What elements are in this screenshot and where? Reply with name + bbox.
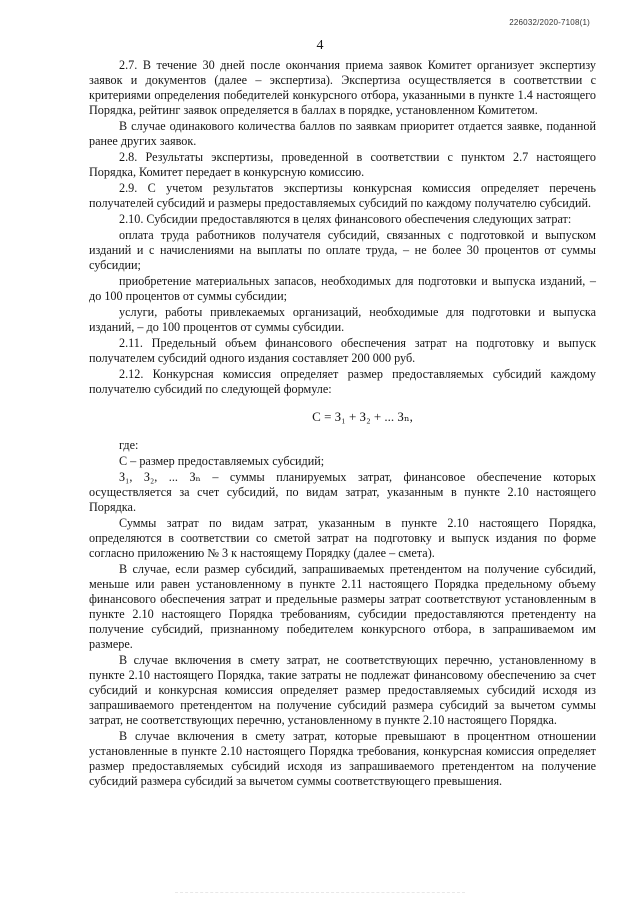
paragraph-def-z: З₁, З₂, ... Зₙ – суммы планируемых затрат, финансовое обеспечение которых осуществляется за счет субсидий, по видам затрат, указанным в пункте 2.10 настоящего Порядка. xyxy=(89,470,596,514)
paragraph-def-c: С – размер предоставляемых субсидий; xyxy=(119,454,325,468)
paragraph-labor-costs: оплата труда работников получателя субсидий, связанных с подготовкой и выпуском изданий и с начислениями на выплаты по оплате труда, – не более 30 процентов от суммы субсидии; xyxy=(89,228,596,272)
paragraph-2-12: 2.12. Конкурсная комиссия определяет размер предоставляемых субсидий каждому получателю субсидий по следующей формуле: xyxy=(89,367,596,396)
paragraph-where: где: xyxy=(119,438,139,452)
page-number: 4 xyxy=(316,38,324,53)
paragraph-nonconforming-costs: В случае включения в смету затрат, не соответствующих перечню, установленному в пункте 2.10 настоящего Порядка, такие затраты не подлежат финансовому обеспечению за счет субсидий и конкурсная комиссия определяет размер предоставляемых субсидий исходя из запрашиваемого претендентом на получение субсидий размера субсидий за вычетом суммы затрат, не соответствующих перечню, установленному в пункте 2.10 настоящего Порядка. xyxy=(89,653,596,727)
paragraph-services: услуги, работы привлекаемых организаций, необходимые для подготовки и выпуска изданий, – до 100 процентов от суммы субсидии. xyxy=(89,305,596,334)
paragraph-excess-costs: В случае включения в смету затрат, которые превышают в процентном отношении установленные в пункте 2.10 настоящего Порядка требования, конкурсная комиссия определяет размер предоставляемых субсидий исходя из запрашиваемого претендентом на получение субсидий размера субсидий за вычетом суммы соответствующего превышения. xyxy=(89,729,596,788)
bottom-scan-artifact xyxy=(175,892,465,899)
paragraph-2-8: 2.8. Результаты экспертизы, проведенной в соответствии с пунктом 2.7 настоящего Порядка, Комитет передает в конкурсную комиссию. xyxy=(89,150,596,179)
document-body xyxy=(89,58,596,789)
paragraph-equal-scores: В случае одинакового количества баллов по заявкам приоритет отдается заявке, поданной ранее других заявок. xyxy=(89,119,596,148)
paragraph-2-10: 2.10. Субсидии предоставляются в целях финансового обеспечения следующих затрат: xyxy=(119,212,572,226)
paragraph-materials: приобретение материальных запасов, необходимых для подготовки и выпуска изданий, – до 100 процентов от суммы субсидии; xyxy=(89,274,596,303)
paragraph-cost-estimate: Суммы затрат по видам затрат, указанным в пункте 2.10 настоящего Порядка, определяются в соответствии со сметой затрат на подготовку и выпуск издания по форме согласно приложению № 3 к настоящему Порядку (далее – смета). xyxy=(89,516,596,560)
paragraph-2-7: 2.7. В течение 30 дней после окончания приема заявок Комитет организует экспертизу заявок и документов (далее – экспертиза). Экспертиза осуществляется в соответствии с критериями определения победителей конкурсного отбора, указанными в пункте 1.4 настоящего Порядка, рейтинг заявок определяется в баллах в порядке, установленном Комитетом. xyxy=(89,58,596,117)
paragraph-2-11: 2.11. Предельный объем финансового обеспечения затрат на подготовку и выпуск получателем субсидий одного издания составляет 200 000 руб. xyxy=(89,336,596,365)
document-code: 226032/2020-7108(1) xyxy=(509,18,590,27)
subsidy-formula: С = З₁ + З₂ + ... Зₙ, xyxy=(312,409,413,424)
paragraph-within-limit: В случае, если размер субсидий, запрашиваемых претендентом на получение субсидий, меньше или равен установленному в пункте 2.11 настоящего Порядка предельному объему финансового обеспечения затрат и предельные размеры затрат соответствуют установленным в пункте 2.10 настоящего Порядка требованиям, субсидии предоставляются претенденту на получение субсидий, признанному победителем конкурсного отбора, в запрашиваемом им размере. xyxy=(89,562,596,651)
paragraph-2-9: 2.9. С учетом результатов экспертизы конкурсная комиссия определяет перечень получателей субсидий и размеры предоставляемых субсидий по каждому получателю субсидий. xyxy=(89,181,596,210)
